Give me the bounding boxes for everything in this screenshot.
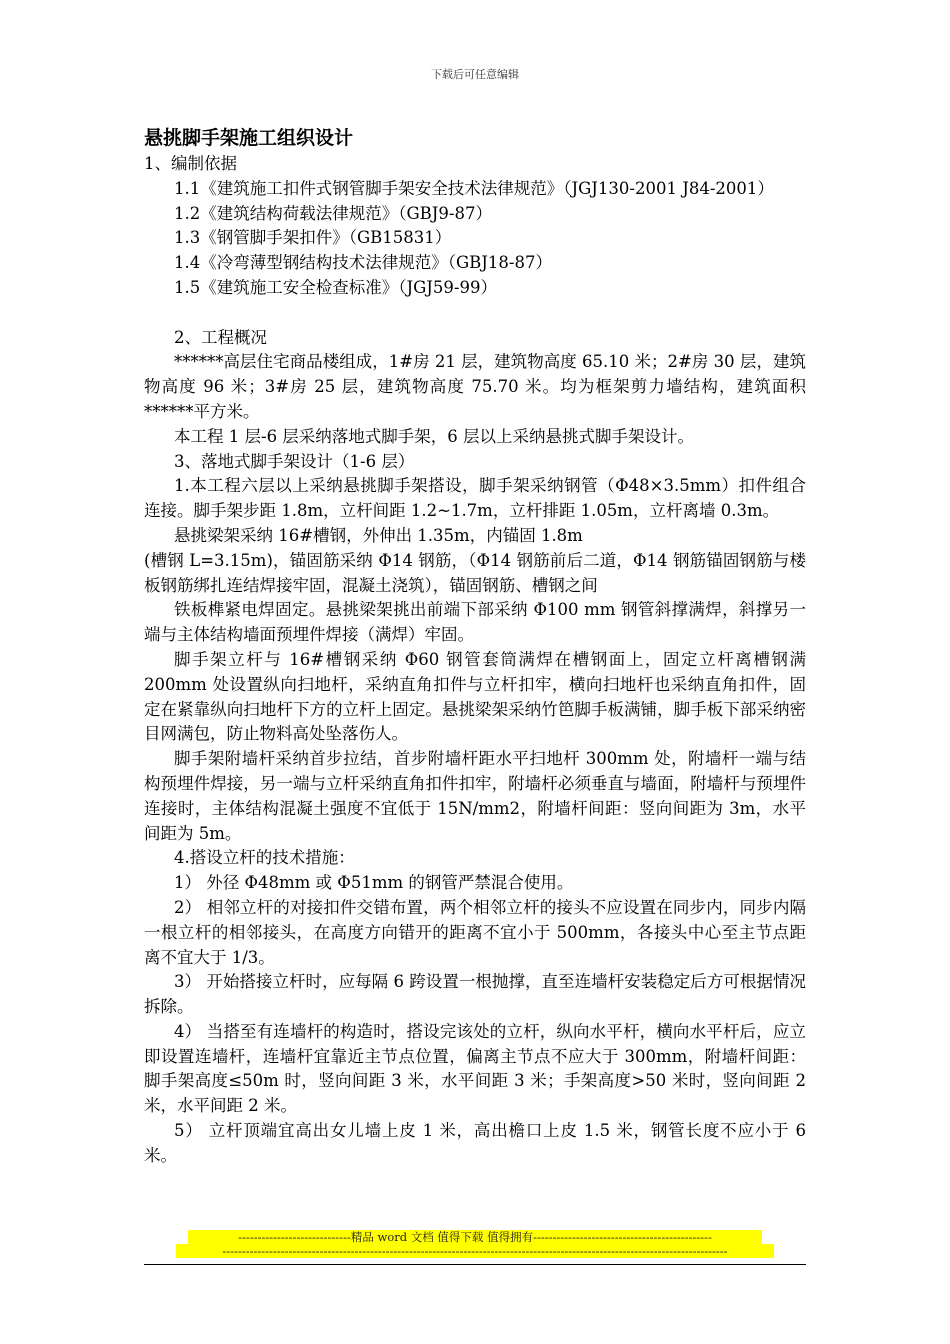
- footer-banner: -----------------------------精品 word 文档 值得下载 值得拥有----------------------------------------------: [188, 1230, 762, 1244]
- paragraph: 1.本工程六层以上采纳悬挑脚手架搭设，脚手架采纳钢管（Φ48×3.5mm）扣件组合连接。脚手架步距 1.8m，立杆间距 1.2~1.7m，立杆排距 1.05m，立杆离墙 0.3m。: [144, 476, 806, 521]
- reference-item: 1.5《建筑施工安全检查标准》（JGJ59-99）: [174, 277, 497, 297]
- measure-item: 4） 当搭至有连墙杆的构造时，搭设完该处的立杆，纵向水平杆，横向水平杆后，应立即设置连墙杆，连墙杆宜靠近主节点位置，偏离主节点不应大于 300mm，附墙杆间距：脚手架高度≤50m 时，竖向间距 3 米，水平间距 3 米；手架高度>50 米时，竖向间距 2 米，水平间距 2 米。: [144, 1021, 806, 1116]
- footer-rule: [144, 1264, 806, 1265]
- section-heading: 1、编制依据: [144, 154, 237, 173]
- paragraph: 脚手架附墙杆采纳首步拉结，首步附墙杆距水平扫地杆 300mm 处，附墙杆一端与结构预埋件焊接，另一端与立杆采纳直角扣件扣牢，附墙杆必须垂直与墙面，附墙杆与预埋件连接时，主体结构混凝土强度不宜低于 15N/mm2，附墙杆间距：竖向间距为 3m，水平间距为 5m。: [144, 749, 806, 843]
- paragraph: 铁板榫紧电焊固定。悬挑梁架挑出前端下部采纳 Φ100 mm 钢管斜撑满焊，斜撑另一端与主体结构墙面预埋件焊接（满焊）牢固。: [144, 600, 806, 645]
- document-title: 悬挑脚手架施工组织设计: [144, 127, 354, 149]
- section-heading: 4.搭设立杆的技术措施：: [174, 848, 355, 868]
- measure-item: 5） 立杆顶端宜高出女儿墙上皮 1 米，高出檐口上皮 1.5 米，钢管长度不应小于 6 米。: [144, 1121, 806, 1165]
- reference-item: 1.2《建筑结构荷载法律规范》（GBJ9-87）: [174, 203, 492, 223]
- document-body: [144, 124, 806, 1169]
- reference-item: 1.3《钢管脚手架扣件》（GB15831）: [174, 228, 452, 248]
- measure-item: 2） 相邻立杆的对接扣件交错布置，两个相邻立杆的接头不应设置在同步内，同步内隔一根立杆的相邻接头，在高度方向错开的距离不宜小于 500mm，各接头中心至主节点距离不宜大于 1/3。: [144, 897, 806, 967]
- measure-item: 3） 开始搭接立杆时，应每隔 6 跨设置一根抛撑，直至连墙杆安装稳定后方可根据情况拆除。: [144, 972, 806, 1017]
- paragraph: 本工程 1 层-6 层采纳落地式脚手架，6 层以上采纳悬挑式脚手架设计。: [174, 426, 695, 446]
- reference-item: 1.1《建筑施工扣件式钢管脚手架安全技术法律规范》（JGJ130-2001 J84-2001）: [174, 178, 774, 198]
- paragraph: (槽钢 L=3.15m)，锚固筋采纳 Φ14 钢筋，（Φ14 钢筋前后二道，Φ14 钢筋锚固钢筋与楼板钢筋绑扎连结焊接牢固，混凝土浇筑），锚固钢筋、槽钢之间: [144, 550, 806, 595]
- reference-item: 1.4《冷弯薄型钢结构技术法律规范》（GBJ18-87）: [174, 253, 552, 273]
- paragraph: ******高层住宅商品楼组成，1#房 21 层，建筑物高度 65.10 米；2#房 30 层，建筑物高度 96 米；3#房 25 层，建筑物高度 75.70 米。均为框架剪力墙结构，建筑面积******平方米。: [144, 352, 806, 421]
- section-heading: 2、工程概况: [174, 327, 267, 347]
- paragraph: 悬挑梁架采纳 16#槽钢，外伸出 1.35m，内锚固 1.8m: [174, 525, 583, 545]
- footer-dash-line: ----------------------------------------------------------------------------------------------------------------------------------: [176, 1244, 774, 1258]
- page-footer: [144, 1230, 806, 1265]
- paragraph: 脚手架立杆与 16#槽钢采纳 Φ60 钢管套筒满焊在槽钢面上，固定立杆离槽钢满 200mm 处设置纵向扫地杆，采纳直角扣件与立杆扣牢，横向扫地杆也采纳直角扣件，固定在紧靠纵向扫地杆下方的立杆上固定。悬挑梁架采纳竹笆脚手板满铺，脚手板下部采纳密目网满包，防止物料高处坠落伤人。: [144, 649, 806, 744]
- section-heading: 3、落地式脚手架设计（1-6 层）: [174, 451, 415, 471]
- blank-line: [144, 301, 806, 326]
- page-header: 下载后可任意编辑: [431, 68, 519, 81]
- measure-item: 1） 外径 Φ48mm 或 Φ51mm 的钢管严禁混合使用。: [174, 873, 574, 893]
